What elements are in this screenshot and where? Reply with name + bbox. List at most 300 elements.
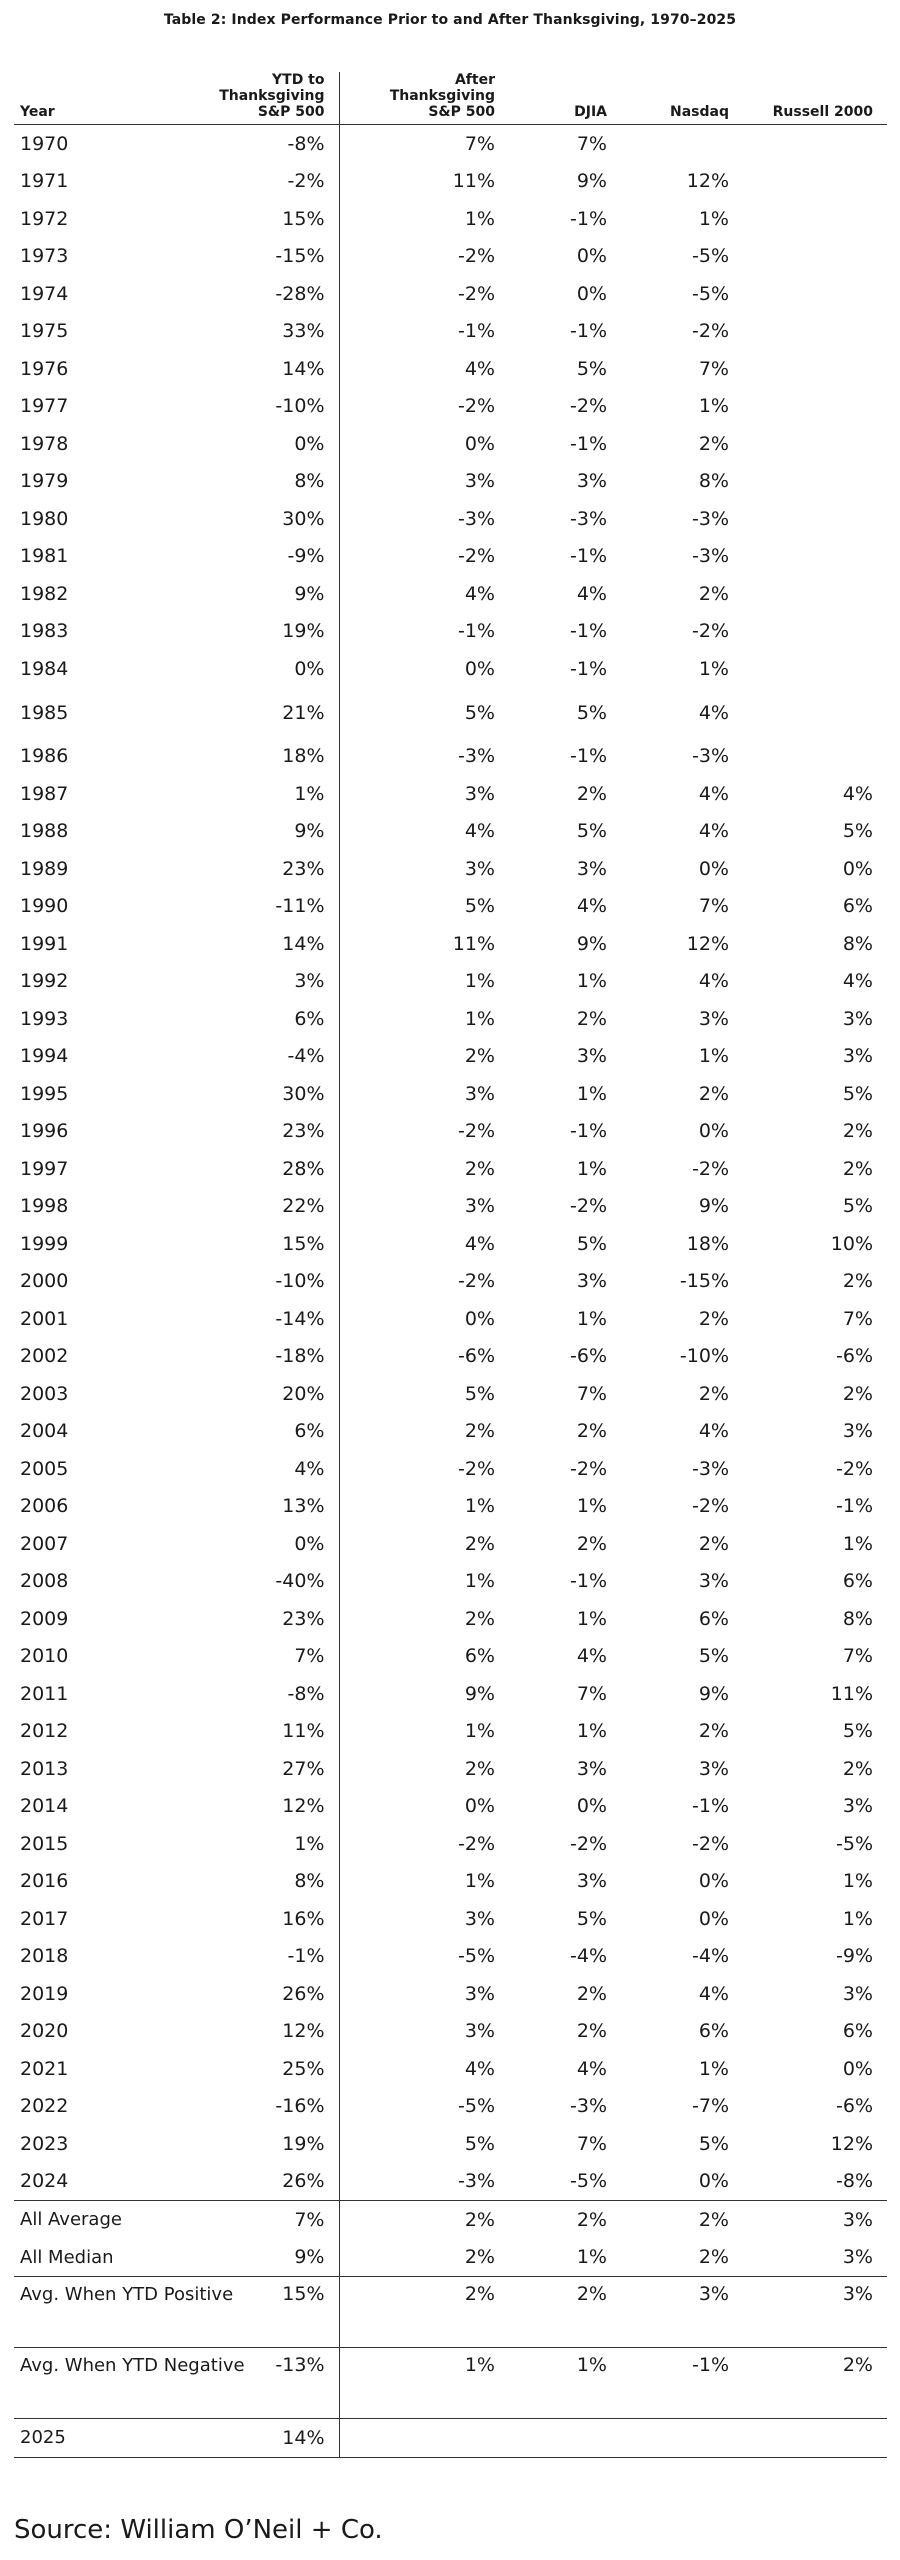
nasdaq-cell: -4% xyxy=(692,1945,729,1968)
after-cell: 0% xyxy=(464,1795,495,1818)
djia-cell: 2% xyxy=(576,2020,607,2043)
russell-cell: 7% xyxy=(842,1307,873,1330)
after-cell: -2% xyxy=(458,282,495,305)
russell-cell: -5% xyxy=(836,1832,873,1855)
table-row xyxy=(14,1413,887,1451)
djia-cell: 2% xyxy=(576,1007,607,1030)
djia-cell: -1% xyxy=(570,432,607,455)
after-cell: 2% xyxy=(464,1757,495,1780)
after-cell: -2% xyxy=(458,1270,495,1293)
russell-cell xyxy=(743,738,887,776)
year-cell: 2017 xyxy=(20,1907,69,1930)
table-row xyxy=(14,1113,887,1151)
after-cell: 3% xyxy=(464,782,495,805)
after-cell: 5% xyxy=(464,1382,495,1405)
ytd-cell: 23% xyxy=(194,1600,339,1638)
nasdaq-cell: 18% xyxy=(686,1232,729,1255)
nasdaq-cell: 12% xyxy=(686,932,729,955)
russell-cell: 5% xyxy=(842,1720,873,1743)
nasdaq-cell: 7% xyxy=(698,357,729,380)
russell-cell: 2% xyxy=(842,1270,873,1293)
after-cell: 1% xyxy=(464,970,495,993)
table-row xyxy=(14,1338,887,1376)
after-cell: 3% xyxy=(464,1082,495,1105)
nasdaq-cell: -5% xyxy=(692,282,729,305)
after-cell: 5% xyxy=(464,701,495,724)
year-cell: 2020 xyxy=(20,2020,69,2043)
after-cell: -2% xyxy=(458,1832,495,1855)
year-cell: 1996 xyxy=(20,1120,69,1143)
year-cell: 1994 xyxy=(20,1045,69,1068)
ytd-cell: -8% xyxy=(194,125,339,163)
after-cell: 6% xyxy=(464,1645,495,1668)
table-row xyxy=(14,2125,887,2163)
djia-cell: -1% xyxy=(570,657,607,680)
table-row xyxy=(14,1675,887,1713)
ytd-cell: 7% xyxy=(194,2201,339,2239)
ytd-cell: 20% xyxy=(194,1375,339,1413)
nasdaq-cell: 2% xyxy=(698,582,729,605)
table-row xyxy=(14,1263,887,1301)
table-row xyxy=(14,925,887,963)
djia-cell: -5% xyxy=(570,2170,607,2193)
russell-cell xyxy=(743,200,887,238)
russell-cell: 12% xyxy=(830,2132,873,2155)
after-cell: 5% xyxy=(464,895,495,918)
nasdaq-cell: 0% xyxy=(698,1907,729,1930)
djia-cell: -1% xyxy=(570,745,607,768)
nasdaq-cell: 2% xyxy=(698,1307,729,1330)
year-cell: 2001 xyxy=(20,1307,69,1330)
ytd-cell: -1% xyxy=(194,1938,339,1976)
djia-cell: 1% xyxy=(576,1495,607,1518)
ytd-cell: -14% xyxy=(194,1300,339,1338)
ytd-cell: 26% xyxy=(194,2163,339,2201)
after-cell: 4% xyxy=(464,1232,495,1255)
russell-cell: 5% xyxy=(842,1195,873,1218)
after-cell: 9% xyxy=(464,1682,495,1705)
ytd-cell: 11% xyxy=(194,1713,339,1751)
table-row xyxy=(14,1150,887,1188)
table-row-2025 xyxy=(14,2419,887,2458)
nasdaq-cell: -1% xyxy=(692,1795,729,1818)
after-cell: 2% xyxy=(464,1157,495,1180)
djia-cell: 2% xyxy=(576,1982,607,2005)
after-cell: 1% xyxy=(464,1570,495,1593)
table-row xyxy=(14,575,887,613)
djia-cell: -2% xyxy=(570,1457,607,1480)
year-cell: 2009 xyxy=(20,1607,69,1630)
table-row xyxy=(14,1075,887,1113)
source-note: Source: William O’Neil + Co. xyxy=(14,2515,383,2545)
ytd-cell: 12% xyxy=(194,2013,339,2051)
djia-cell: 7% xyxy=(576,1682,607,1705)
djia-cell: 3% xyxy=(576,857,607,880)
table-row xyxy=(14,738,887,776)
table-row xyxy=(14,650,887,688)
table-row xyxy=(14,388,887,426)
djia-cell: 5% xyxy=(576,1907,607,1930)
russell-cell: 2% xyxy=(842,1157,873,1180)
year-cell: 1999 xyxy=(20,1232,69,1255)
nasdaq-cell: -15% xyxy=(679,1270,729,1293)
table-row xyxy=(14,1825,887,1863)
year-cell: 2025 xyxy=(14,2419,194,2458)
year-cell: 1981 xyxy=(20,545,69,568)
table-row xyxy=(14,1525,887,1563)
year-cell: 1988 xyxy=(20,820,69,843)
year-cell: 1992 xyxy=(20,970,69,993)
nasdaq-cell: 2% xyxy=(698,2246,729,2269)
year-cell: 1980 xyxy=(20,507,69,530)
djia-cell: 5% xyxy=(576,1232,607,1255)
russell-cell: 4% xyxy=(842,970,873,993)
summary-label-cell: All Median xyxy=(20,2246,114,2268)
after-cell: 2% xyxy=(464,1532,495,1555)
nasdaq-cell: 1% xyxy=(698,395,729,418)
column-header-year: Year xyxy=(14,72,194,125)
nasdaq-cell: 4% xyxy=(698,970,729,993)
russell-cell: 6% xyxy=(842,1570,873,1593)
djia-cell: 1% xyxy=(576,1157,607,1180)
nasdaq-cell: 12% xyxy=(686,170,729,193)
russell-cell: 4% xyxy=(842,782,873,805)
russell-cell: 3% xyxy=(842,1795,873,1818)
ytd-cell: 28% xyxy=(194,1150,339,1188)
ytd-cell: 18% xyxy=(194,738,339,776)
ytd-cell: 33% xyxy=(194,313,339,351)
ytd-cell: -9% xyxy=(194,538,339,576)
column-header-ytd xyxy=(194,72,339,125)
nasdaq-cell: 4% xyxy=(698,701,729,724)
after-cell: -2% xyxy=(458,245,495,268)
table-row xyxy=(14,1938,887,1976)
djia-cell: 1% xyxy=(576,1082,607,1105)
after-cell: 3% xyxy=(464,1195,495,1218)
djia-cell: 7% xyxy=(576,2132,607,2155)
ytd-cell: 0% xyxy=(194,1525,339,1563)
year-cell: 1997 xyxy=(20,1157,69,1180)
table-row xyxy=(14,350,887,388)
year-cell: 1972 xyxy=(20,207,69,230)
russell-cell: 3% xyxy=(842,1982,873,2005)
djia-cell: -1% xyxy=(570,1120,607,1143)
nasdaq-cell: 1% xyxy=(698,657,729,680)
nasdaq-cell: 2% xyxy=(698,432,729,455)
nasdaq-cell xyxy=(621,125,743,163)
year-cell: 1989 xyxy=(20,857,69,880)
year-cell: 2004 xyxy=(20,1420,69,1443)
russell-cell: 2% xyxy=(842,1382,873,1405)
table-row xyxy=(14,125,887,163)
nasdaq-cell: 3% xyxy=(698,1757,729,1780)
year-cell: 1970 xyxy=(20,132,69,155)
year-cell: 1976 xyxy=(20,357,69,380)
russell-cell: 2% xyxy=(842,1757,873,1780)
nasdaq-cell: 5% xyxy=(698,2132,729,2155)
column-header-after-line3: S&P 500 xyxy=(428,104,495,120)
ytd-cell: 12% xyxy=(194,1788,339,1826)
djia-cell: 3% xyxy=(576,470,607,493)
summary-row xyxy=(14,2201,887,2239)
table-row xyxy=(14,1000,887,1038)
ytd-cell: 15% xyxy=(194,200,339,238)
russell-cell: 3% xyxy=(842,2246,873,2269)
ytd-cell: -15% xyxy=(194,238,339,276)
table-row xyxy=(14,1788,887,1826)
djia-cell xyxy=(509,2419,621,2458)
ytd-cell: 6% xyxy=(194,1413,339,1451)
russell-cell xyxy=(743,2419,887,2458)
after-cell xyxy=(339,2419,509,2458)
year-cell: 2023 xyxy=(20,2132,69,2155)
djia-cell: 5% xyxy=(576,820,607,843)
column-header-ytd-line3: S&P 500 xyxy=(257,104,325,120)
year-cell: 1974 xyxy=(20,282,69,305)
table-row xyxy=(14,1038,887,1076)
year-cell: 2014 xyxy=(20,1795,69,1818)
nasdaq-cell: -3% xyxy=(692,545,729,568)
djia-cell: 1% xyxy=(576,1720,607,1743)
after-cell: -2% xyxy=(458,545,495,568)
nasdaq-cell: -3% xyxy=(692,745,729,768)
nasdaq-cell: 2% xyxy=(698,1532,729,1555)
nasdaq-cell: 2% xyxy=(621,2201,743,2239)
ytd-cell: 1% xyxy=(194,775,339,813)
russell-cell: 10% xyxy=(830,1232,873,1255)
russell-cell: 5% xyxy=(842,820,873,843)
nasdaq-cell xyxy=(621,2419,743,2458)
year-cell: 2005 xyxy=(20,1457,69,1480)
djia-cell: 3% xyxy=(576,1045,607,1068)
djia-cell: 5% xyxy=(576,357,607,380)
after-cell: -5% xyxy=(458,1945,495,1968)
russell-cell xyxy=(743,575,887,613)
ytd-cell: -16% xyxy=(194,2088,339,2126)
djia-cell: 0% xyxy=(576,282,607,305)
djia-cell: 1% xyxy=(509,2348,621,2419)
after-cell: -2% xyxy=(458,395,495,418)
ytd-cell: 9% xyxy=(194,2239,339,2277)
nasdaq-cell: -10% xyxy=(679,1345,729,1368)
nasdaq-cell: 0% xyxy=(698,857,729,880)
nasdaq-cell: 5% xyxy=(698,1645,729,1668)
table-row xyxy=(14,2013,887,2051)
after-cell: 1% xyxy=(464,1720,495,1743)
table-row xyxy=(14,888,887,926)
djia-cell: 4% xyxy=(576,895,607,918)
djia-cell: 0% xyxy=(576,1795,607,1818)
djia-cell: -2% xyxy=(570,1832,607,1855)
russell-cell: 6% xyxy=(842,2020,873,2043)
ytd-cell: 19% xyxy=(194,2125,339,2163)
table-row xyxy=(14,1975,887,2013)
year-cell: 1985 xyxy=(20,701,69,724)
ytd-cell: 8% xyxy=(194,1863,339,1901)
djia-cell: 9% xyxy=(576,932,607,955)
ytd-cell: 30% xyxy=(194,500,339,538)
djia-cell: 2% xyxy=(576,1532,607,1555)
djia-cell: 4% xyxy=(576,582,607,605)
ytd-cell: 0% xyxy=(194,425,339,463)
after-cell: 4% xyxy=(464,357,495,380)
ytd-cell: 14% xyxy=(194,2419,339,2458)
ytd-cell: 3% xyxy=(194,963,339,1001)
djia-cell: -6% xyxy=(570,1345,607,1368)
russell-cell: 2% xyxy=(743,2348,887,2419)
russell-cell: 1% xyxy=(842,1532,873,1555)
after-cell: -3% xyxy=(458,507,495,530)
djia-cell: 5% xyxy=(576,701,607,724)
column-header-ytd-line2: Thanksgiving xyxy=(219,88,325,104)
nasdaq-cell: 9% xyxy=(698,1682,729,1705)
nasdaq-cell: -2% xyxy=(692,620,729,643)
djia-cell: 2% xyxy=(576,1420,607,1443)
after-cell: -6% xyxy=(458,1345,495,1368)
djia-cell: 3% xyxy=(576,1757,607,1780)
after-cell: 1% xyxy=(464,1870,495,1893)
column-header-djia: DJIA xyxy=(509,72,621,125)
ytd-cell: 9% xyxy=(194,575,339,613)
table-row xyxy=(14,1563,887,1601)
performance-table-container xyxy=(14,72,887,2458)
nasdaq-cell: 8% xyxy=(698,470,729,493)
summary-row xyxy=(14,2348,887,2419)
table-row xyxy=(14,1450,887,1488)
after-cell: 4% xyxy=(464,2057,495,2080)
table-row xyxy=(14,1750,887,1788)
year-cell: 1991 xyxy=(20,932,69,955)
nasdaq-cell: 3% xyxy=(698,1007,729,1030)
russell-cell: 3% xyxy=(842,1007,873,1030)
year-cell: 1979 xyxy=(20,470,69,493)
after-cell: 1% xyxy=(464,207,495,230)
nasdaq-cell: 1% xyxy=(698,207,729,230)
russell-cell: 3% xyxy=(743,2201,887,2239)
russell-cell: 8% xyxy=(842,1607,873,1630)
year-cell: 2018 xyxy=(20,1945,69,1968)
ytd-cell: 0% xyxy=(194,650,339,688)
table-body xyxy=(14,125,887,2458)
table-row xyxy=(14,1638,887,1676)
year-cell: 1995 xyxy=(20,1082,69,1105)
after-cell: 3% xyxy=(464,1982,495,2005)
russell-cell xyxy=(743,538,887,576)
russell-cell: 6% xyxy=(842,895,873,918)
table-row xyxy=(14,1600,887,1638)
russell-cell xyxy=(743,688,887,738)
summary-label-cell: Avg. When YTD Negative xyxy=(14,2348,194,2419)
summary-row xyxy=(14,2239,887,2277)
nasdaq-cell: -2% xyxy=(692,1832,729,1855)
year-cell: 1987 xyxy=(20,782,69,805)
header-row xyxy=(14,72,887,125)
russell-cell: 1% xyxy=(842,1870,873,1893)
ytd-cell: 22% xyxy=(194,1188,339,1226)
russell-cell xyxy=(743,463,887,501)
ytd-cell: 14% xyxy=(194,925,339,963)
table-row xyxy=(14,313,887,351)
russell-cell: -9% xyxy=(836,1945,873,1968)
russell-cell xyxy=(743,275,887,313)
nasdaq-cell: 0% xyxy=(698,1870,729,1893)
nasdaq-cell: 6% xyxy=(698,2020,729,2043)
after-cell: 11% xyxy=(452,170,495,193)
nasdaq-cell: 1% xyxy=(698,1045,729,1068)
russell-cell: 11% xyxy=(830,1682,873,1705)
ytd-cell: -28% xyxy=(194,275,339,313)
table-row xyxy=(14,1488,887,1526)
after-cell: 11% xyxy=(452,932,495,955)
ytd-cell: 23% xyxy=(194,1113,339,1151)
russell-cell: -6% xyxy=(836,2095,873,2118)
table-row xyxy=(14,1900,887,1938)
russell-cell: 0% xyxy=(842,857,873,880)
year-cell: 1978 xyxy=(20,432,69,455)
ytd-cell: -18% xyxy=(194,1338,339,1376)
column-header-after-line1: After xyxy=(454,72,495,88)
djia-cell: -3% xyxy=(570,2095,607,2118)
djia-cell: 3% xyxy=(576,1870,607,1893)
year-cell: 2012 xyxy=(20,1720,69,1743)
year-cell: 2007 xyxy=(20,1532,69,1555)
nasdaq-cell: 9% xyxy=(698,1195,729,1218)
after-cell: -2% xyxy=(458,1457,495,1480)
year-cell: 1971 xyxy=(20,170,69,193)
year-cell: 2011 xyxy=(20,1682,69,1705)
russell-cell xyxy=(743,238,887,276)
performance-table xyxy=(14,72,887,2458)
after-cell: 5% xyxy=(464,2132,495,2155)
column-header-after xyxy=(339,72,509,125)
nasdaq-cell: 2% xyxy=(698,1382,729,1405)
djia-cell: -4% xyxy=(570,1945,607,1968)
table-row xyxy=(14,1300,887,1338)
year-cell: 2019 xyxy=(20,1982,69,2005)
table-row xyxy=(14,275,887,313)
year-cell: 2024 xyxy=(20,2170,69,2193)
djia-cell: -1% xyxy=(570,1570,607,1593)
table-row xyxy=(14,163,887,201)
djia-cell: -2% xyxy=(570,1195,607,1218)
ytd-cell: -10% xyxy=(194,388,339,426)
year-cell: 1990 xyxy=(20,895,69,918)
nasdaq-cell: -5% xyxy=(692,245,729,268)
year-cell: 2006 xyxy=(20,1495,69,1518)
column-header-nasdaq: Nasdaq xyxy=(621,72,743,125)
russell-cell xyxy=(743,313,887,351)
table-row xyxy=(14,538,887,576)
nasdaq-cell: -3% xyxy=(692,1457,729,1480)
russell-cell: 3% xyxy=(743,2277,887,2348)
ytd-cell: 23% xyxy=(194,850,339,888)
after-cell: 2% xyxy=(464,2246,495,2269)
russell-cell: -6% xyxy=(836,1345,873,1368)
russell-cell xyxy=(743,163,887,201)
summary-label-cell: Avg. When YTD Positive xyxy=(14,2277,194,2348)
nasdaq-cell: 2% xyxy=(698,1082,729,1105)
year-cell: 2013 xyxy=(20,1757,69,1780)
djia-cell: 1% xyxy=(576,970,607,993)
after-cell: 0% xyxy=(464,1307,495,1330)
after-cell: 2% xyxy=(339,2201,509,2239)
table-row xyxy=(14,850,887,888)
russell-cell: 8% xyxy=(842,932,873,955)
djia-cell: 0% xyxy=(576,245,607,268)
after-cell: 4% xyxy=(464,820,495,843)
nasdaq-cell: 0% xyxy=(698,2170,729,2193)
ytd-cell: 15% xyxy=(194,1225,339,1263)
